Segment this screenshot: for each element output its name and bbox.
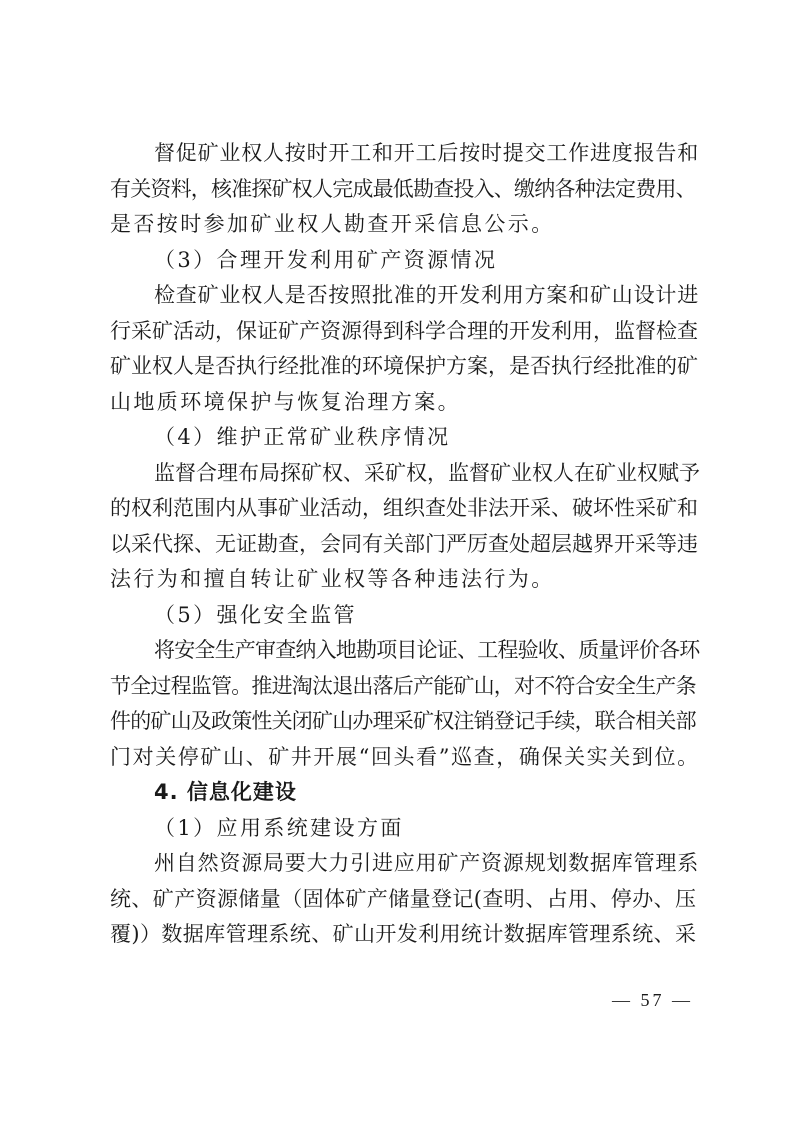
paragraph-line: 以采代探、无证勘查，会同有关部门严厉查处超层越界开采等违 bbox=[110, 531, 698, 556]
paragraph-line: 门对关停矿山、矿井开展“回头看”巡查，确保关实关到位。 bbox=[110, 744, 700, 769]
paragraph-line: 检查矿业权人是否按照批准的开发利用方案和矿山设计进 bbox=[154, 283, 699, 307]
paragraph-line: 的权利范围内从事矿业活动，组织查处非法开采、破坏性采矿和 bbox=[110, 496, 698, 520]
page-number: — 57 — bbox=[612, 990, 693, 1010]
paragraph-line: 将安全生产审查纳入地勘项目论证、工程验收、质量评价各环 bbox=[154, 638, 700, 662]
body-text bbox=[110, 136, 700, 953]
paragraph-line: 州自然资源局要大力引进应用矿产资源规划数据库管理系 bbox=[154, 851, 699, 875]
paragraph-line: 统、矿产资源储量（固体矿产储量登记(查明、占用、停办、压 bbox=[110, 886, 697, 911]
section-heading: （3）合理开发利用矿产资源情况 bbox=[154, 247, 498, 272]
section-heading: （4）维护正常矿业秩序情况 bbox=[154, 425, 451, 449]
section-heading: （5）强化安全监管 bbox=[154, 602, 357, 627]
paragraph-line: 有关资料，核准探矿权人完成最低勘查投入、缴纳各种法定费用、 bbox=[110, 176, 696, 201]
section-heading: （1）应用系统建设方面 bbox=[154, 815, 404, 840]
paragraph-line: 是否按时参加矿业权人勘查开采信息公示。 bbox=[110, 212, 555, 236]
paragraph-line: 节全过程监管。推进淘汰退出落后产能矿山，对不符合安全生产条 bbox=[110, 673, 696, 698]
chapter-heading: 4. 信息化建设 bbox=[154, 780, 297, 804]
paragraph-line: 覆)）数据库管理系统、矿山开发利用统计数据库管理系统、采 bbox=[110, 922, 697, 946]
paragraph-line: 山地质环境保护与恢复治理方案。 bbox=[110, 389, 461, 414]
paragraph-line: 矿业权人是否执行经批准的环境保护方案，是否执行经批准的矿 bbox=[110, 354, 698, 378]
paragraph-line: 监督合理布局探矿权、采矿权，监督矿业权人在矿业权赋予 bbox=[154, 460, 700, 485]
paragraph-line: 督促矿业权人按时开工和开工后按时提交工作进度报告和 bbox=[154, 141, 699, 165]
paragraph-line: 件的矿山及政策性关闭矿山办理采矿权注销登记手续，联合相关部 bbox=[110, 709, 696, 733]
paragraph-line: 行采矿活动，保证矿产资源得到科学合理的开发利用，监督检查 bbox=[110, 318, 698, 343]
paragraph-line: 法行为和擅自转让矿业权等各种违法行为。 bbox=[110, 567, 555, 591]
